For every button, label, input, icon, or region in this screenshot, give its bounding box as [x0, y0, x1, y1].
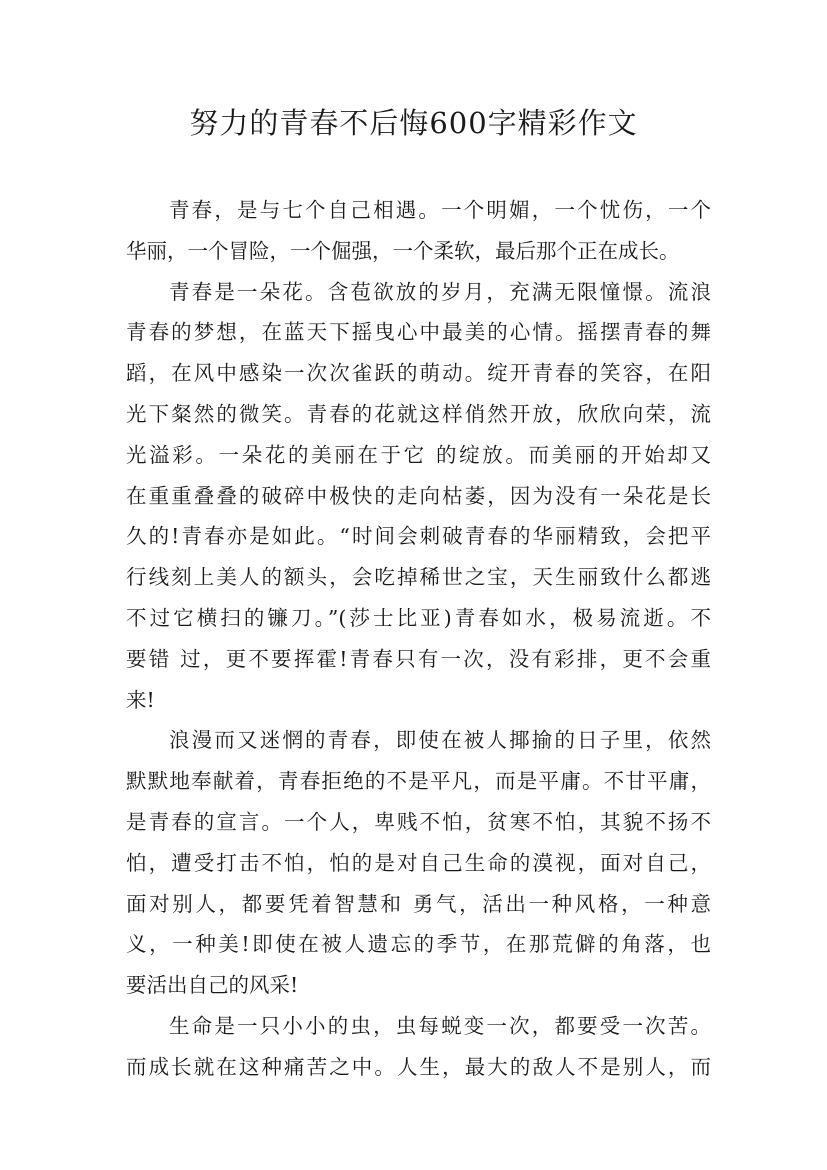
text-line: 青春的梦想，在蓝天下摇曳心中最美的心情。摇摆青春的舞: [126, 320, 711, 345]
paragraph-4: [126, 1006, 711, 1088]
text-line: 要活出自己的风采!: [126, 973, 299, 998]
text-line: 光溢彩。一朵花的美丽在于它 的绽放。而美丽的开始却又: [126, 442, 711, 467]
paragraph-3: [126, 720, 711, 1006]
document-body: [126, 190, 711, 1088]
text-line: 怕，遭受打击不怕，怕的是对自己生命的漠视，面对自己，: [126, 850, 711, 875]
text-line: 久的!青春亦是如此。“时间会刺破青春的华丽精致，会把平: [126, 524, 711, 549]
text-line: 生命是一只小小的虫，虫每蜕变一次，都要受一次苦。: [169, 1013, 711, 1038]
text-line: 华丽，一个冒险，一个倔强，一个柔软，最后那个正在成长。: [126, 238, 680, 263]
document-title: 努力的青春不后悔600字精彩作文: [189, 106, 638, 140]
text-line: 蹈，在风中感染一次次雀跃的萌动。绽开青春的笑容，在阳: [126, 361, 711, 386]
text-line: 是青春的宣言。一个人，卑贱不怕，贫寒不怕，其貌不扬不: [126, 809, 711, 834]
text-line: 来!: [126, 687, 155, 712]
text-line: 青春，是与七个自己相遇。一个明媚，一个忧伤，一个: [169, 198, 711, 222]
paragraph-1: [126, 190, 711, 272]
text-line: 面对别人，都要凭着智慧和 勇气，活出一种风格，一种意: [126, 891, 711, 916]
text-line: 浪漫而又迷惘的青春，即使在被人揶揄的日子里，依然: [169, 728, 711, 753]
paragraph-2: [126, 272, 711, 721]
text-line: 要错 过，更不要挥霍!青春只有一次，没有彩排，更不会重: [126, 646, 711, 671]
text-line: 不过它横扫的镰刀。”(莎士比亚)青春如水，极易流逝。不: [126, 605, 711, 630]
text-line: 在重重叠叠的破碎中极快的走向枯萎，因为没有一朵花是长: [126, 483, 711, 508]
text-line: 光下粲然的微笑。青春的花就这样俏然开放，欣欣向荣，流: [126, 401, 711, 426]
text-line: 默默地奉献着，青春拒绝的不是平凡，而是平庸。不甘平庸，: [126, 769, 711, 794]
text-line: 而成长就在这种痛苦之中。人生，最大的敌人不是别人，而: [126, 1054, 711, 1079]
text-line: 行线刻上美人的额头，会吃掉稀世之宝，天生丽致什么都逃: [126, 565, 711, 590]
text-line: 义，一种美!即使在被人遗忘的季节，在那荒僻的角落，也: [126, 932, 711, 957]
text-line: 青春是一朵花。含苞欲放的岁月，充满无限憧憬。流浪: [169, 279, 711, 304]
